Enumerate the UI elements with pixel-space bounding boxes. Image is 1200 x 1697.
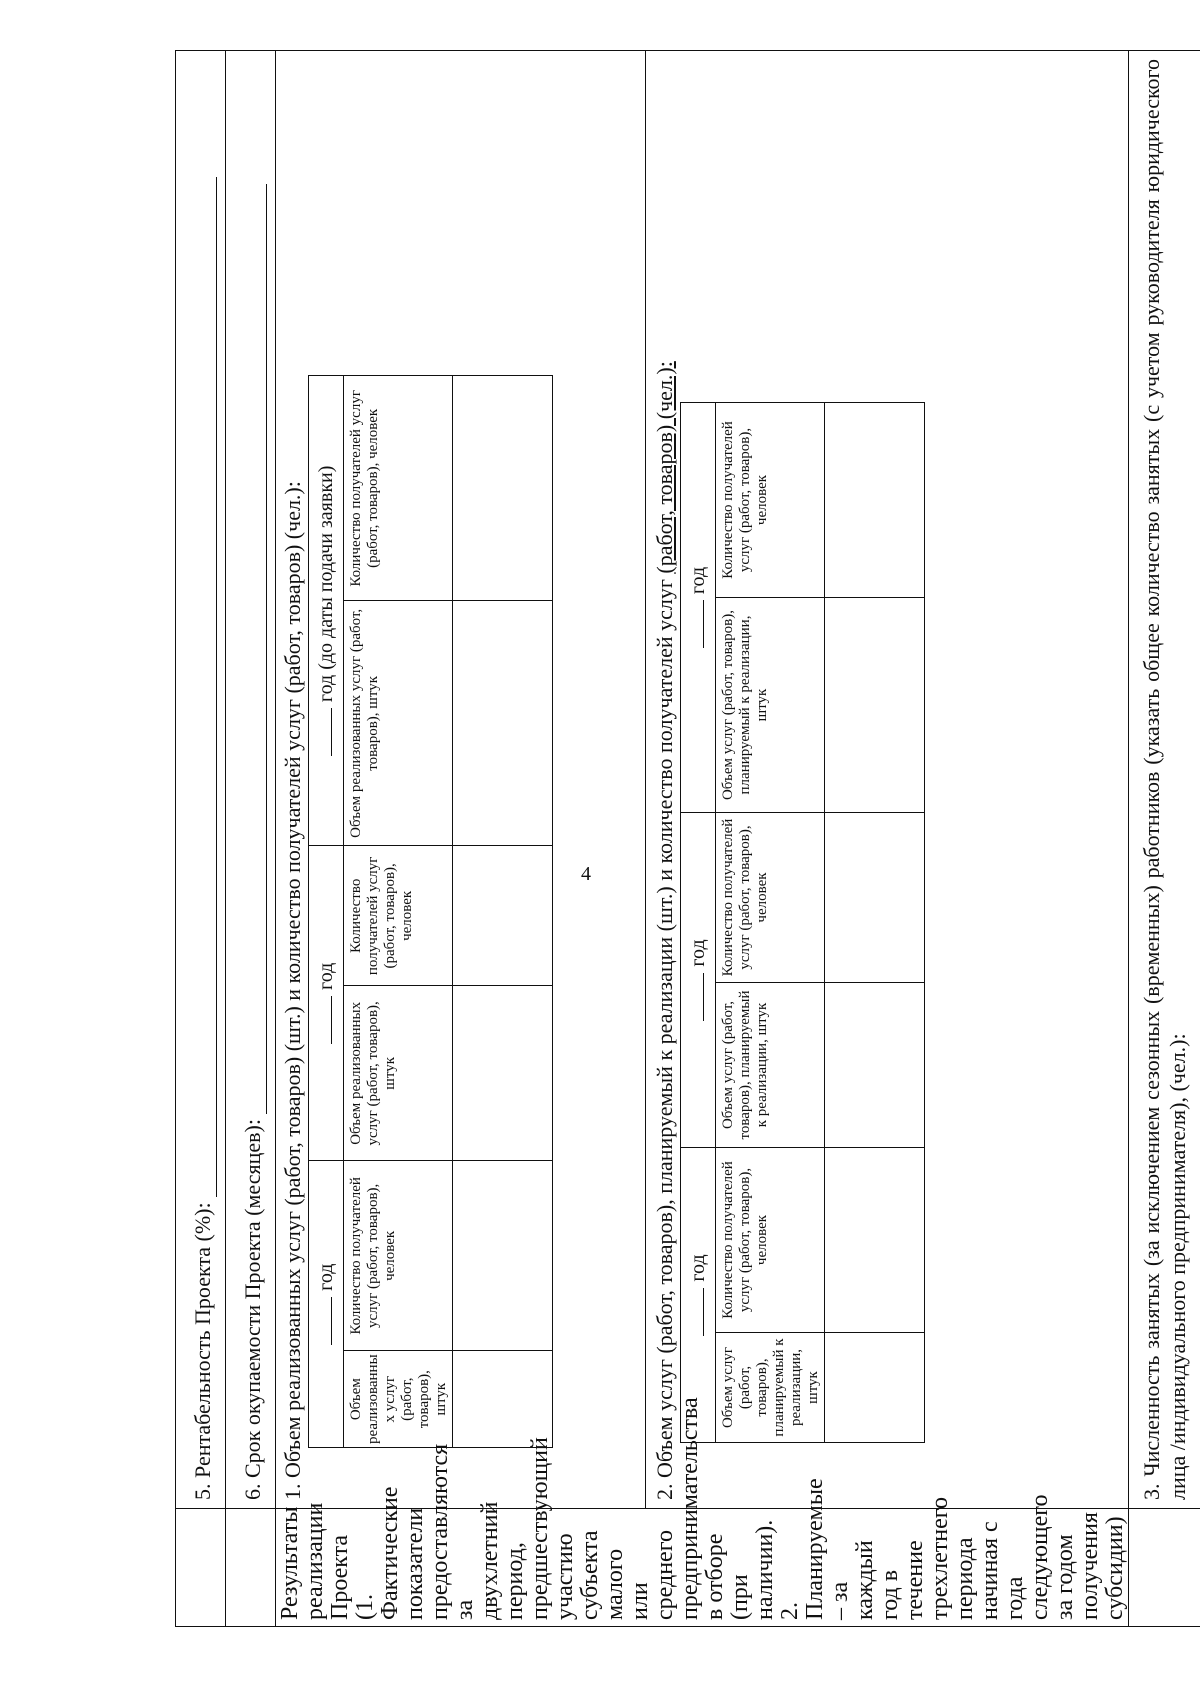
- page-number: 4: [581, 863, 591, 885]
- section1-cell: [276, 51, 646, 1509]
- rotated-form: [175, 50, 1190, 1627]
- empty-left-cell: [1129, 1509, 1200, 1627]
- section2-year-3: год: [681, 403, 716, 813]
- section2-table: [680, 402, 925, 1443]
- section2-header: Объем услуг (работ, товаров), планируемый к реализации, штук: [716, 1333, 825, 1443]
- results-row: [276, 51, 646, 1627]
- section1-table: [308, 375, 553, 1448]
- project-results-table: [175, 50, 1200, 1627]
- section1-data-cell[interactable]: [453, 1161, 553, 1351]
- empty-left-cell: [176, 1509, 226, 1627]
- section1-header: Объем реализованны х услуг (работ, товаров), штук: [344, 1351, 453, 1448]
- payback-row: [226, 51, 276, 1627]
- profitability-input-line[interactable]: [190, 177, 217, 1197]
- section3-cell: [1129, 51, 1200, 1509]
- profitability-cell: [176, 51, 226, 1509]
- section2-data-cell[interactable]: [825, 983, 925, 1148]
- section2-data-cell[interactable]: [825, 598, 925, 813]
- section1-header: Количество получателей услуг (работ, товаров), человек: [344, 1161, 453, 1351]
- profitability-label: 5. Рентабельность Проекта (%):: [190, 1202, 215, 1500]
- section1-header: Объем реализованных услуг (работ, товаров), штук: [344, 601, 453, 846]
- section2-year-1: год: [681, 1148, 716, 1443]
- section1-header: Объем реализованных услуг (работ, товаров), штук: [344, 986, 453, 1161]
- results-description: Результаты реализации Проекта (1. Фактические показатели предоставляются за двухлетний период, предшествующий участию субъекта малого или среднего предпринимательства в отборе (при наличии).: [277, 1397, 778, 1620]
- section2-data-cell[interactable]: [825, 403, 925, 598]
- section1-data-cell[interactable]: [453, 601, 553, 846]
- section2-header: Объем услуг (работ, товаров), планируемый к реализации, штук: [716, 983, 825, 1148]
- section2-data-cell[interactable]: [825, 1148, 925, 1333]
- section1-header: Количество получателей услуг (работ, товаров), человек: [344, 376, 453, 601]
- section2-header: Количество получателей услуг (работ, товаров), человек: [716, 1148, 825, 1333]
- section2-cell: [646, 51, 1129, 1509]
- section2-data-cell[interactable]: [825, 813, 925, 983]
- section1-data-cell[interactable]: [453, 986, 553, 1161]
- payback-label: 6. Срок окупаемости Проекта (месяцев):: [240, 1119, 265, 1500]
- employees-row: [1129, 51, 1200, 1627]
- profitability-row: [176, 51, 226, 1627]
- planned-description: 2. Планируемые – за каждый год в течение трехлетнего периода начиная с года следующего за годом получения субсидии): [777, 1478, 1128, 1620]
- section2-header: Количество получателей услуг (работ, товаров), человек: [716, 403, 825, 598]
- section1-title: 1. Объем реализованных услуг (работ, товаров) (шт.) и количество получателей услуг (работ, товаров) (чел.):: [280, 481, 305, 1500]
- section2-year-2: год: [681, 813, 716, 1148]
- section2-header: Количество получателей услуг (работ, товаров), человек: [716, 813, 825, 983]
- section2-data-cell[interactable]: [825, 1333, 925, 1443]
- section1-header: Количество получателей услуг (работ, товаров), человек: [344, 846, 453, 986]
- section1-data-cell[interactable]: [453, 1351, 553, 1448]
- section1-year-1: год: [309, 1161, 344, 1448]
- section1-data-cell[interactable]: [453, 846, 553, 986]
- section1-data-cell[interactable]: [453, 376, 553, 601]
- section1-year-3: год (до даты подачи заявки): [309, 376, 344, 846]
- payback-input-line[interactable]: [240, 184, 267, 1114]
- planned-row: [646, 51, 1129, 1627]
- section2-header: Объем услуг (работ, товаров), планируемый к реализации, штук: [716, 598, 825, 813]
- section3-title: 3. Численность занятых (за исключением сезонных (временных) работников (указать общее количество занятых (с учетом руководителя юридического лица /индивидуального предпринимателя), (чел.):: [1139, 59, 1190, 1500]
- section1-year-2: год: [309, 846, 344, 1161]
- payback-cell: [226, 51, 276, 1509]
- section2-title: 2. Объем услуг (работ, товаров), планируемый к реализации (шт.) и количество получателей услуг (работ, товаров) (чел.):: [652, 361, 677, 1500]
- empty-left-cell: [226, 1509, 276, 1627]
